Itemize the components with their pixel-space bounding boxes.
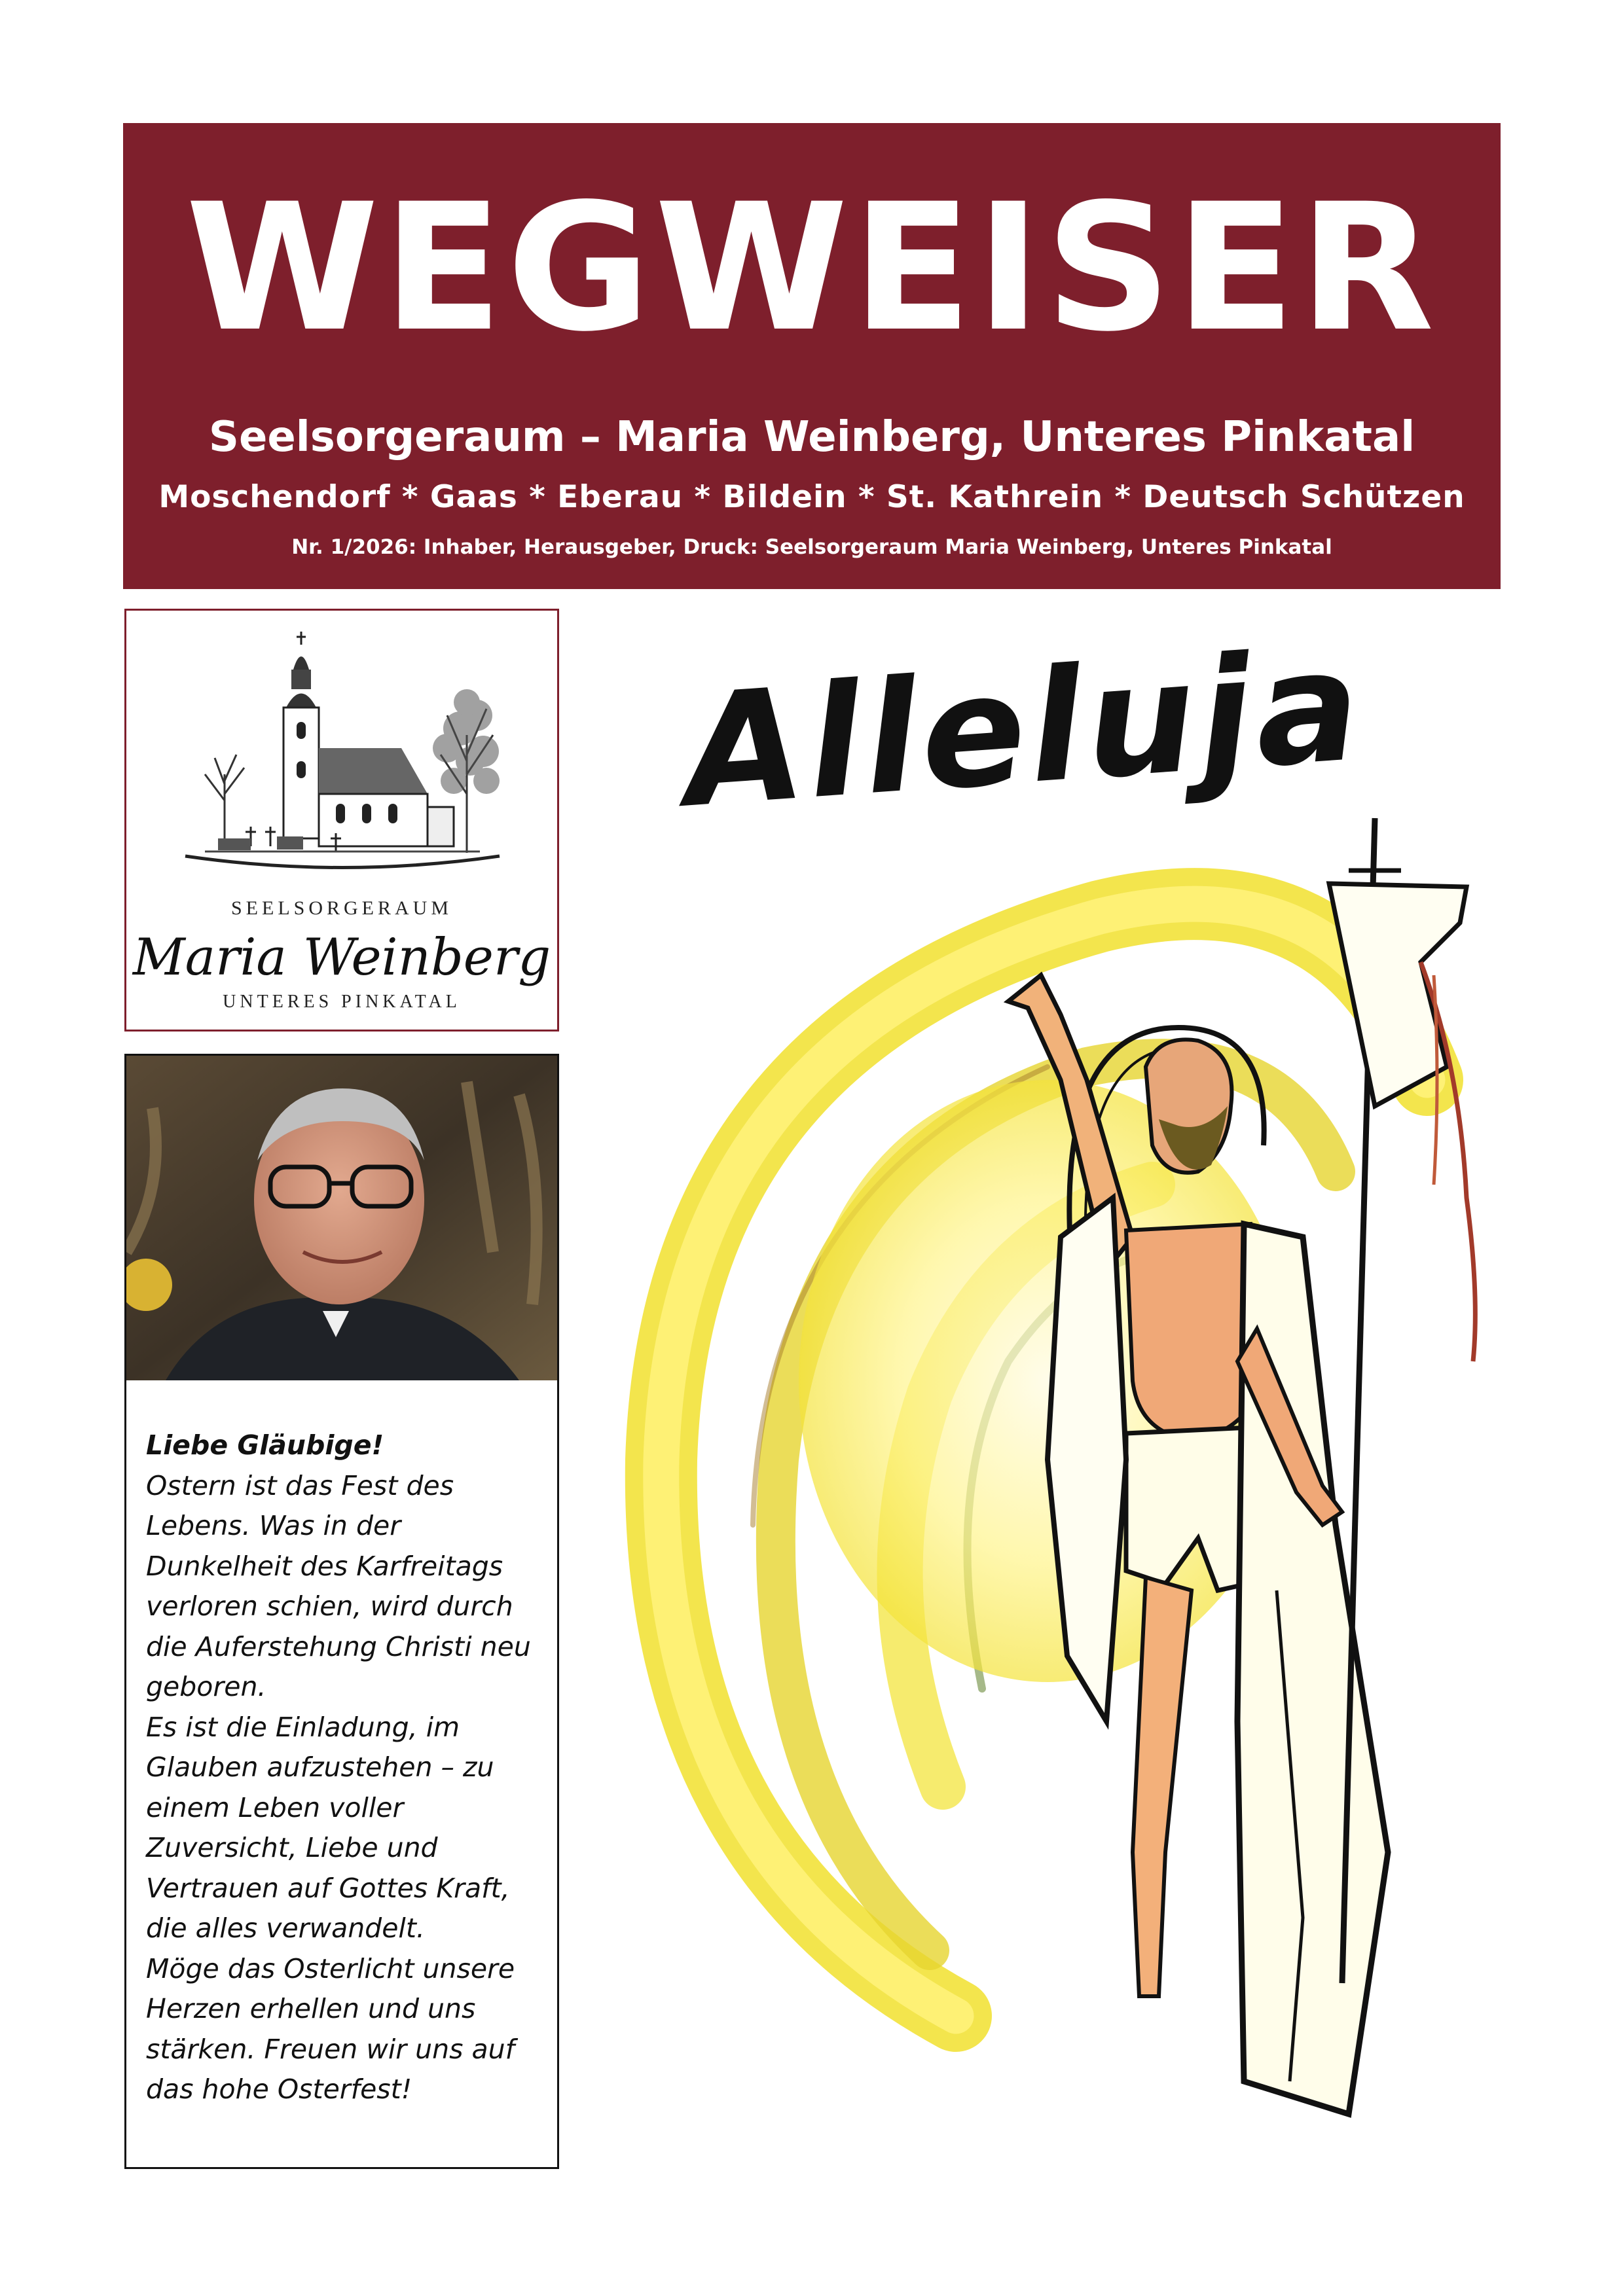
headline-alleluja: Alleluja <box>679 616 1370 842</box>
masthead-parishes: Moschendorf * Gaas * Eberau * Bildein * St. Kathrein * Deutsch Schützen <box>158 479 1465 515</box>
greeting-line: Ostern ist das Fest des <box>146 1469 454 1501</box>
greeting-line: einem Leben voller <box>146 1791 404 1823</box>
greeting-line: Dunkelheit des Karfreitags <box>146 1550 503 1582</box>
greeting-line: die Auferstehung Christi neu <box>146 1630 531 1662</box>
greeting-line: verloren schien, wird durch <box>146 1590 513 1622</box>
greeting-line: die alles verwandelt. <box>146 1912 425 1944</box>
masthead-subtitle: Seelsorgeraum – Maria Weinberg, Unteres Pinkatal <box>208 413 1415 461</box>
greeting-box <box>124 1054 559 2169</box>
logo-top-text: SEELSORGERAUM <box>230 897 453 919</box>
greeting-line: Lebens. Was in der <box>146 1510 401 1541</box>
greeting-line: Es ist die Einladung, im <box>146 1711 460 1743</box>
logo-name: Maria Weinberg <box>132 928 551 987</box>
greeting-text <box>146 1426 545 2110</box>
priest-photo <box>126 1056 557 1380</box>
masthead-title: WEGWEISER <box>185 166 1438 370</box>
greeting-line: das hohe Osterfest! <box>146 2073 412 2105</box>
masthead <box>123 123 1501 589</box>
greeting-salutation: Liebe Gläubige! <box>146 1429 384 1461</box>
greeting-line: Vertrauen auf Gottes Kraft, <box>146 1872 510 1904</box>
church-illustration-icon <box>179 630 506 879</box>
greeting-line: geboren. <box>146 1671 266 1702</box>
priest-portrait-icon <box>126 1056 557 1380</box>
parish-logo <box>124 609 559 1031</box>
logo-bottom-text: UNTERES PINKATAL <box>223 992 461 1012</box>
greeting-line: Zuversicht, Liebe und <box>146 1832 438 1863</box>
greeting-line: Möge das Osterlicht unsere <box>146 1952 515 1984</box>
greeting-line: Herzen erhellen und uns <box>146 1993 476 2024</box>
greeting-line: stärken. Freuen wir uns auf <box>146 2033 515 2065</box>
masthead-issue: Nr. 1/2026: Inhaber, Herausgeber, Druck: Seelsorgeraum Maria Weinberg, Unteres Pinkatal <box>291 535 1332 559</box>
greeting-line: Glauben aufzustehen – zu <box>146 1751 494 1783</box>
